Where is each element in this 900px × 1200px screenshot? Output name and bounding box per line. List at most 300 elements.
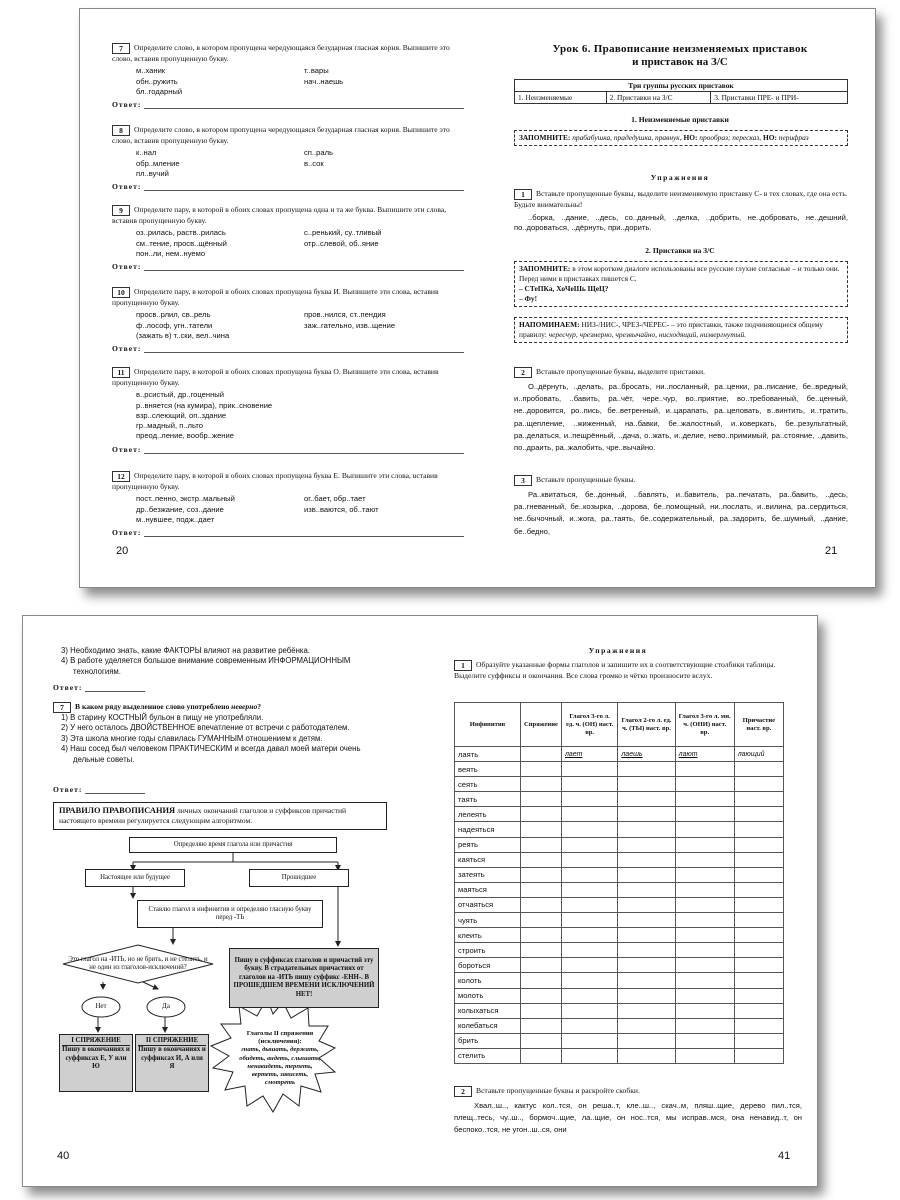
exercise-text: О..дёрнуть, ..делать, ра..бросать, ни..посланный, ра..ценки, ра..писание, бе..вредный, и..пробовать, ..бавить, ра..чёт, чере..чур, во..приятие, во..требованный, бе..ценный, не..доровится, ро..пись, бе..ветренный, и..царапать, ра..целовать, в..винтить, и..тратить, ра..щепление, ..жиженный, на..бавки, бе..жалостный, и..коверкать, бе..результатный, ра..делаться, и..пещрённый, ..дача, о..жать, и..делие, нево..примимый, ра..стояние, ..давить, по..драить, ра..жалобить, чре..вычайно.: [514, 382, 848, 453]
remind-text: НИЗ-/НИС-, ЧРЕЗ-/ЧЕРЕС- – это приставки, также подчиняющиеся общему правилу:: [519, 320, 824, 339]
answer-cell[interactable]: [618, 973, 675, 988]
table-row: [455, 792, 784, 807]
task-9: [112, 205, 464, 271]
answer-cell[interactable]: [561, 943, 617, 958]
answer-row: [112, 182, 464, 191]
word-list: [136, 148, 464, 179]
table-row: [455, 867, 784, 882]
infinitive-cell: молоть: [455, 988, 521, 1003]
answer-cell[interactable]: [521, 822, 562, 837]
infinitive-cell: брить: [455, 1033, 521, 1048]
table-row: [455, 973, 784, 988]
word: в..рсистый, др..гоценный: [136, 390, 224, 400]
conjugation-title: I СПРЯЖЕНИЕ: [62, 1037, 130, 1046]
answer-cell[interactable]: [521, 762, 562, 777]
answer-label: Ответ:: [53, 785, 83, 794]
page-number: 21: [825, 545, 838, 557]
answer-line[interactable]: [144, 345, 464, 353]
answer-cell[interactable]: [675, 928, 734, 943]
answer-cell[interactable]: [675, 1033, 734, 1048]
table-row: [455, 837, 784, 852]
answer-cell[interactable]: [675, 973, 734, 988]
exceptions-star-text: [237, 1030, 323, 1087]
task-number: 8: [112, 125, 130, 136]
column-header: Спряжение: [521, 703, 562, 747]
task-question-emphasis: неверно: [231, 702, 258, 711]
answer-cell[interactable]: [734, 882, 783, 897]
word: ф..лософ, угн..татели: [136, 320, 213, 330]
page-number: 41: [778, 1150, 791, 1162]
option-item: 3) Эта школа многие годы славилась ГУМАННЫМ отношением к детям.: [61, 733, 323, 743]
title-line: Урок 6. Правописание неизменяемых приставок: [552, 43, 808, 55]
verb-forms-table: [454, 702, 784, 1064]
answer-cell[interactable]: [675, 852, 734, 867]
answer-cell[interactable]: [675, 882, 734, 897]
answer-cell[interactable]: [561, 988, 617, 1003]
answer-label: Ответ:: [112, 182, 142, 192]
answer-cell[interactable]: [521, 1003, 562, 1018]
remember-box: [514, 261, 848, 307]
answer-cell[interactable]: [675, 837, 734, 852]
task-question: Определите слово, в котором пропущена чередующаяся безударная гласная корня. Выпишите это слово, вставив пропущенную букву.: [112, 125, 450, 145]
answer-row: [112, 445, 464, 454]
word: нач..наешь: [304, 76, 344, 86]
answer-cell[interactable]: [734, 852, 783, 867]
table-row: [455, 807, 784, 822]
word: к..нал: [136, 148, 157, 158]
exercise-1: [514, 189, 848, 234]
task-number: 7: [112, 43, 130, 54]
answer-cell[interactable]: [734, 988, 783, 1003]
table-row: [455, 777, 784, 792]
answer-cell[interactable]: [521, 882, 562, 897]
option-item: 1) В старину КОСТНЫЙ бульон в пищу не употребляли.: [61, 713, 264, 722]
infinitive-cell: клеить: [455, 928, 521, 943]
word-list: [136, 310, 464, 341]
infinitive-cell: отчаяться: [455, 897, 521, 912]
answer-cell[interactable]: [675, 1048, 734, 1063]
conjugation-2-box: [135, 1034, 209, 1092]
infinitive-cell: сеять: [455, 777, 521, 792]
answer-label: Ответ:: [112, 528, 142, 538]
section-heading: 2. Приставки на З/С: [645, 246, 715, 255]
answer-cell[interactable]: [734, 913, 783, 928]
answer-cell[interactable]: [675, 807, 734, 822]
table-cell[interactable]: [521, 747, 562, 762]
answer-cell[interactable]: [521, 852, 562, 867]
table-row: [455, 1033, 784, 1048]
answer-cell[interactable]: [561, 913, 617, 928]
answer-cell[interactable]: [618, 988, 675, 1003]
but-label: НО:: [683, 133, 698, 142]
table-row: [455, 852, 784, 867]
answer-cell[interactable]: [618, 777, 675, 792]
task-8: [112, 125, 464, 191]
answer-cell[interactable]: [521, 837, 562, 852]
word: бл..годарный: [136, 86, 183, 96]
task-number: 11: [112, 367, 130, 378]
answer-cell[interactable]: [734, 928, 783, 943]
remember-example: перифраз: [778, 133, 809, 142]
answer-cell[interactable]: [561, 897, 617, 912]
answer-cell[interactable]: [675, 943, 734, 958]
flow-no-label: Нет: [95, 1002, 107, 1010]
answer-cell[interactable]: [521, 988, 562, 1003]
remember-label: ЗАПОМНИТЕ:: [519, 264, 571, 273]
answer-label: Ответ:: [112, 262, 142, 272]
infinitive-cell: чуять: [455, 913, 521, 928]
exceptions-title: Глаголы II спряжения (исключения):: [246, 1030, 314, 1046]
answer-cell[interactable]: [734, 807, 783, 822]
flow-box-infinitive: Ставлю глагол в инфинитив и определяю гласную букву перед -ТЬ: [137, 900, 323, 928]
column-header: Глагол 3-го л. ед. ч. (ОН) наст. вр.: [561, 703, 617, 747]
table-row: [455, 1048, 784, 1063]
answer-cell[interactable]: [675, 822, 734, 837]
table-row: [455, 913, 784, 928]
answer-cell[interactable]: [734, 777, 783, 792]
answer-cell[interactable]: [675, 792, 734, 807]
answer-cell[interactable]: [561, 792, 617, 807]
word: пров..нился, ст..пендия: [304, 310, 386, 320]
answer-cell[interactable]: [561, 1003, 617, 1018]
flow-box-present-future: Настоящее или будущее: [85, 869, 185, 887]
answer-cell[interactable]: [675, 867, 734, 882]
table-cell: 3. Приставки ПРЕ- и ПРИ-: [711, 92, 848, 104]
answer-cell[interactable]: [561, 762, 617, 777]
table-row: [455, 747, 784, 762]
exercise-question: Вставьте пропущенные буквы.: [536, 475, 636, 484]
answer-cell[interactable]: [618, 792, 675, 807]
task-number: 10: [112, 287, 130, 298]
answer-cell[interactable]: [734, 867, 783, 882]
answer-cell[interactable]: [675, 988, 734, 1003]
page-20: [80, 9, 480, 587]
conjugation-title: II СПРЯЖЕНИЕ: [138, 1037, 206, 1046]
word: пост..пенно, экстр..мальный: [136, 494, 235, 504]
answer-cell[interactable]: [561, 882, 617, 897]
answer-line[interactable]: [144, 446, 464, 454]
answer-line[interactable]: [144, 263, 464, 271]
answer-line[interactable]: [144, 183, 464, 191]
answer-cell[interactable]: [561, 973, 617, 988]
task-10: [112, 287, 464, 353]
word: м..нувшее, подж..дает: [136, 514, 215, 524]
remember-text: в этом коротком диалоге использованы все русские глухие согласные – и только они. Перед ними в приставках пишется С.: [519, 264, 840, 283]
word: с..ренький, су..тливый: [304, 228, 382, 238]
book-spread-bottom: [22, 615, 818, 1187]
task-question: Определите пару, в которой в обоих словах пропущена буква И. Выпишите эти слова, вставив пропущенную букву.: [112, 287, 439, 307]
answer-line[interactable]: [144, 529, 464, 537]
answer-cell[interactable]: [618, 762, 675, 777]
infinitive-cell: колоть: [455, 973, 521, 988]
word: др..безжание, соз..дание: [136, 504, 224, 514]
infinitive-cell: лаять: [455, 747, 521, 762]
exercise-number: 2: [514, 367, 532, 378]
word: пл..вучий: [136, 168, 169, 178]
answer-label: Ответ:: [53, 683, 83, 692]
word: просв..рлил, св..рель: [136, 310, 211, 320]
exercise-question: Вставьте пропущенные буквы и раскройте скобки.: [476, 1086, 640, 1095]
answer-cell[interactable]: [618, 822, 675, 837]
answer-label: Ответ:: [112, 100, 142, 110]
exercise-number: 2: [454, 1086, 472, 1097]
infinitive-cell: колыхаться: [455, 1003, 521, 1018]
answer-cell[interactable]: [734, 943, 783, 958]
answer-cell[interactable]: [521, 777, 562, 792]
column-header: Инфинитив: [455, 703, 521, 747]
answer-cell[interactable]: [675, 1018, 734, 1033]
answer-cell[interactable]: [618, 1033, 675, 1048]
table-row: [455, 1003, 784, 1018]
answer-cell[interactable]: [734, 1018, 783, 1033]
task-12: [112, 471, 464, 537]
example-form: лающий: [734, 747, 783, 762]
exercise-question: Вставьте пропущенные буквы, выделите приставки.: [536, 367, 706, 376]
flow-question-it: Это глагол на -ИТЬ, но не брить, и не стелить, и не один из глаголов-исключений?: [68, 955, 208, 971]
table-row: [455, 958, 784, 973]
exercise-question: Вставьте пропущенные буквы, выделите неизменяемую приставку С- в тех словах, где она есть. Будьте внимательны!: [514, 189, 848, 209]
answer-cell[interactable]: [618, 867, 675, 882]
infinitive-cell: строить: [455, 943, 521, 958]
answer-cell[interactable]: [618, 943, 675, 958]
answer-cell[interactable]: [521, 897, 562, 912]
infinitive-cell: затеять: [455, 867, 521, 882]
task-question: Определите пару, в которой в обоих словах пропущена буква О. Выпишите эти слова, вставив пропущенную букву.: [112, 367, 439, 387]
remind-label: НАПОМИНАЕМ:: [519, 320, 580, 329]
word-list: [136, 228, 464, 259]
lesson-title: [500, 43, 860, 69]
page-40: [23, 616, 428, 1186]
answer-cell[interactable]: [675, 1003, 734, 1018]
word: в..сок: [304, 158, 324, 168]
answer-cell[interactable]: [618, 928, 675, 943]
flow-box-past: Прошедшее: [249, 869, 349, 887]
answer-cell[interactable]: [561, 852, 617, 867]
flow-box-determine-tense: Определяю время глагола или причастия: [129, 837, 337, 853]
answer-cell[interactable]: [521, 943, 562, 958]
prefix-groups-table: [514, 79, 848, 104]
answer-cell[interactable]: [618, 913, 675, 928]
word: см..тение, просв..щённый: [136, 238, 227, 248]
exceptions-list: гнать, дышать, держать, обидеть, видеть, слышать, ненавидеть, терпеть, вертеть, зависеть, смотреть: [239, 1046, 321, 1087]
page-21: [500, 9, 876, 587]
answer-cell[interactable]: [734, 1003, 783, 1018]
column-header: Причастие наст. вр.: [734, 703, 783, 747]
exercise-2: [454, 1086, 802, 1136]
answer-cell[interactable]: [618, 807, 675, 822]
answer-row: [112, 344, 464, 353]
infinitive-cell: таять: [455, 792, 521, 807]
answer-cell[interactable]: [521, 1033, 562, 1048]
flow-box-past-rule: Пишу в суффиксах глаголов и причастий эту букву. В страдательных причастиях от глаголов на -ИТЬ пишу суффикс -ЕНН-. В ПРОШЕДШЕМ ВРЕМЕНИ ИСКЛЮЧЕНИЙ НЕТ!: [229, 948, 379, 1008]
task-number: 9: [112, 205, 130, 216]
word: обн..ружить: [136, 76, 178, 86]
infinitive-cell: маяться: [455, 882, 521, 897]
answer-line[interactable]: [144, 101, 464, 109]
column-header: Глагол 3-го л. мн. ч. (ОНИ) наст. вр.: [675, 703, 734, 747]
answer-row: [112, 262, 464, 271]
task-question: Определите пару, в которой в обоих словах пропущена одна и та же буква. Выпишите эти слова, вставив пропущенную букву.: [112, 205, 447, 225]
table-cell: 2. Приставки на З/С: [606, 92, 711, 104]
answer-cell[interactable]: [734, 973, 783, 988]
task-question: Определите пару, в которой в обоих словах пропущена буква Е. Выпишите эти слова, вставив пропущенную букву.: [112, 471, 438, 491]
word: преод..ление, вообр..жение: [136, 431, 234, 441]
word-list: [136, 494, 464, 525]
verb-table-body: [455, 747, 784, 1064]
answer-cell[interactable]: [734, 1048, 783, 1063]
table-row: [455, 897, 784, 912]
page-number: 20: [116, 545, 129, 557]
answer-row: [112, 100, 464, 109]
answer-cell[interactable]: [734, 1033, 783, 1048]
task-7: [112, 43, 464, 109]
answer-cell[interactable]: [521, 973, 562, 988]
decision-diamond: [61, 944, 215, 984]
option-item: 4) Наш сосед был человеком ПРАКТИЧЕСКИМ и всегда давал моей матери очень дельные советы.: [61, 744, 361, 764]
section-heading: 1. Неизменяемые приставки: [631, 115, 729, 124]
answer-cell[interactable]: [675, 913, 734, 928]
answer-cell[interactable]: [675, 777, 734, 792]
word: пон..ли, нем..нуемо: [136, 248, 206, 258]
answer-cell[interactable]: [618, 958, 675, 973]
word: т..вары: [304, 66, 329, 76]
answer-cell[interactable]: [561, 807, 617, 822]
answer-cell[interactable]: [675, 897, 734, 912]
word: гр..мадный, п..льто: [136, 421, 203, 431]
task-question: Определите слово, в котором пропущена чередующаяся безударная гласная корня. Выпишите это слово, вставив пропущенную букву.: [112, 43, 450, 63]
exercise-number: 1: [454, 660, 472, 671]
answer-cell[interactable]: [521, 913, 562, 928]
conjugation-text: Пишу в окончаниях и суффиксах И, А или Я: [138, 1046, 206, 1071]
answer-cell[interactable]: [734, 958, 783, 973]
answer-cell[interactable]: [618, 897, 675, 912]
exercise-number: 3: [514, 475, 532, 486]
table-row: [455, 882, 784, 897]
answer-cell[interactable]: [561, 1018, 617, 1033]
remember-example: прообраз; пересказ,: [699, 133, 762, 142]
exercise-text: ..борка, ..дание, ..десь, со..данный, ..делка, ..добрить, не..добровать, не..дешний, по..дороваться, ..дёрнуть, при..дорить.: [514, 212, 848, 233]
answer-cell[interactable]: [561, 837, 617, 852]
word: взр..слеющий, оп..здание: [136, 410, 227, 420]
conjugation-text: Пишу в окончаниях и суффиксах Е, У или Ю: [62, 1046, 130, 1071]
answer-cell[interactable]: [675, 762, 734, 777]
example-form: лает: [561, 747, 617, 762]
remind-box: [514, 317, 848, 343]
word: м..ханик: [136, 66, 166, 76]
table-row: [455, 1018, 784, 1033]
exercise-3: [514, 475, 848, 538]
answer-cell[interactable]: [618, 882, 675, 897]
list-item: 4) В работе уделяется большое внимание современным ИНФОРМАЦИОННЫМ технологиям.: [61, 656, 351, 676]
answer-cell[interactable]: [618, 1048, 675, 1063]
answer-cell[interactable]: [618, 1003, 675, 1018]
answer-cell[interactable]: [618, 837, 675, 852]
word: сп..раль: [304, 148, 333, 158]
word: обр..мление: [136, 158, 180, 168]
answer-label: Ответ:: [112, 444, 142, 454]
task-number: 7: [53, 702, 71, 713]
word: отр..слевой, об..яние: [304, 238, 379, 248]
book-spread-top: [79, 8, 876, 588]
dialog-line: – Фу!: [519, 294, 538, 303]
title-line: и приставок на З/С: [632, 56, 728, 68]
infinitive-cell: надеяться: [455, 822, 521, 837]
list-item: 3) Необходимо знать, какие ФАКТОРЫ влияют на развитие ребёнка.: [61, 646, 310, 655]
word: (зажать в) т..ски, вел..чина: [136, 330, 230, 340]
answer-cell[interactable]: [561, 928, 617, 943]
answer-cell[interactable]: [561, 822, 617, 837]
dialog-line: – СТеПКа, ХоЧеШь ЩеЦ?: [519, 284, 609, 293]
answer-cell[interactable]: [734, 837, 783, 852]
answer-cell[interactable]: [618, 1018, 675, 1033]
word-list: [136, 66, 464, 97]
remember-label: ЗАПОМНИТЕ:: [519, 133, 571, 142]
answer-cell[interactable]: [734, 792, 783, 807]
remember-text: прабабушка, прадедушка, правнук,: [572, 133, 682, 142]
exercise-text: Хвал..ш.., кактус кол..тся, он реша..т, кле..ш.., скач..м, пляш..щие, дерево пил..тся, плещ..тесь, чу..ш.., бормоч..щие, ла..щие, он нос..тся, мы исправ..мся, она ненавид..т, он беспоко..тся, не угон..ш..ся, они: [454, 1101, 802, 1134]
task-question-end: ?: [257, 702, 262, 711]
answer-cell[interactable]: [521, 867, 562, 882]
column-header: Глагол 2-го л. ед. ч. (ТЫ) наст. вр.: [618, 703, 675, 747]
exercise-1: [454, 660, 802, 682]
remember-box: [514, 130, 848, 146]
table-row: [455, 928, 784, 943]
answer-cell[interactable]: [734, 822, 783, 837]
answer-row: [112, 528, 464, 537]
answer-cell[interactable]: [561, 1048, 617, 1063]
table-row: [455, 822, 784, 837]
table-row: [455, 762, 784, 777]
exercises-heading: Упражнения: [650, 173, 710, 182]
task-number: 12: [112, 471, 130, 482]
answer-cell[interactable]: [521, 1048, 562, 1063]
word-list: [136, 390, 464, 441]
answer-cell[interactable]: [561, 958, 617, 973]
answer-cell[interactable]: [734, 897, 783, 912]
exercise-number: 1: [514, 189, 532, 200]
answer-cell[interactable]: [521, 1018, 562, 1033]
task-11: [112, 367, 464, 454]
exercise-2: [514, 367, 848, 454]
answer-cell[interactable]: [675, 958, 734, 973]
infinitive-cell: реять: [455, 837, 521, 852]
answer-cell[interactable]: [561, 867, 617, 882]
exercise-question: Образуйте указанные формы глаголов и запишите их в соответствующие столбики таблицы. Выделите суффиксы и окончания. Все слова громко и чётко произносите вслух.: [454, 660, 776, 680]
answer-label: Ответ:: [112, 344, 142, 354]
word: оз..рилась, раств..рилась: [136, 228, 226, 238]
answer-cell[interactable]: [561, 1033, 617, 1048]
answer-cell[interactable]: [521, 807, 562, 822]
table-row: [455, 988, 784, 1003]
remind-example: чересчур, чрезмерно, чрезвычайно, нисходящий, низвергнутый.: [548, 330, 747, 339]
example-form: лаешь: [618, 747, 675, 762]
answer-cell[interactable]: [734, 762, 783, 777]
but-label: НО:: [762, 133, 777, 142]
rule-text: личных окончаний глаголов и суффиксов причастий настоящего времени регулируется следующим алгоритмом.: [59, 806, 347, 825]
word: изв..ваются, об..тают: [304, 504, 379, 514]
answer-cell[interactable]: [521, 958, 562, 973]
answer-cell[interactable]: [521, 928, 562, 943]
answer-cell[interactable]: [618, 852, 675, 867]
infinitive-cell: лелеять: [455, 807, 521, 822]
word: р..вняется (на кумира), прик..сновение: [136, 400, 273, 410]
answer-cell[interactable]: [561, 777, 617, 792]
word: ог..бает, обр..тает: [304, 494, 366, 504]
example-form: лают: [675, 747, 734, 762]
infinitive-cell: веять: [455, 762, 521, 777]
answer-cell[interactable]: [521, 792, 562, 807]
option-item: 2) У него осталось ДВОЙСТВЕННОЕ впечатление от встречи с работодателем.: [61, 723, 350, 733]
